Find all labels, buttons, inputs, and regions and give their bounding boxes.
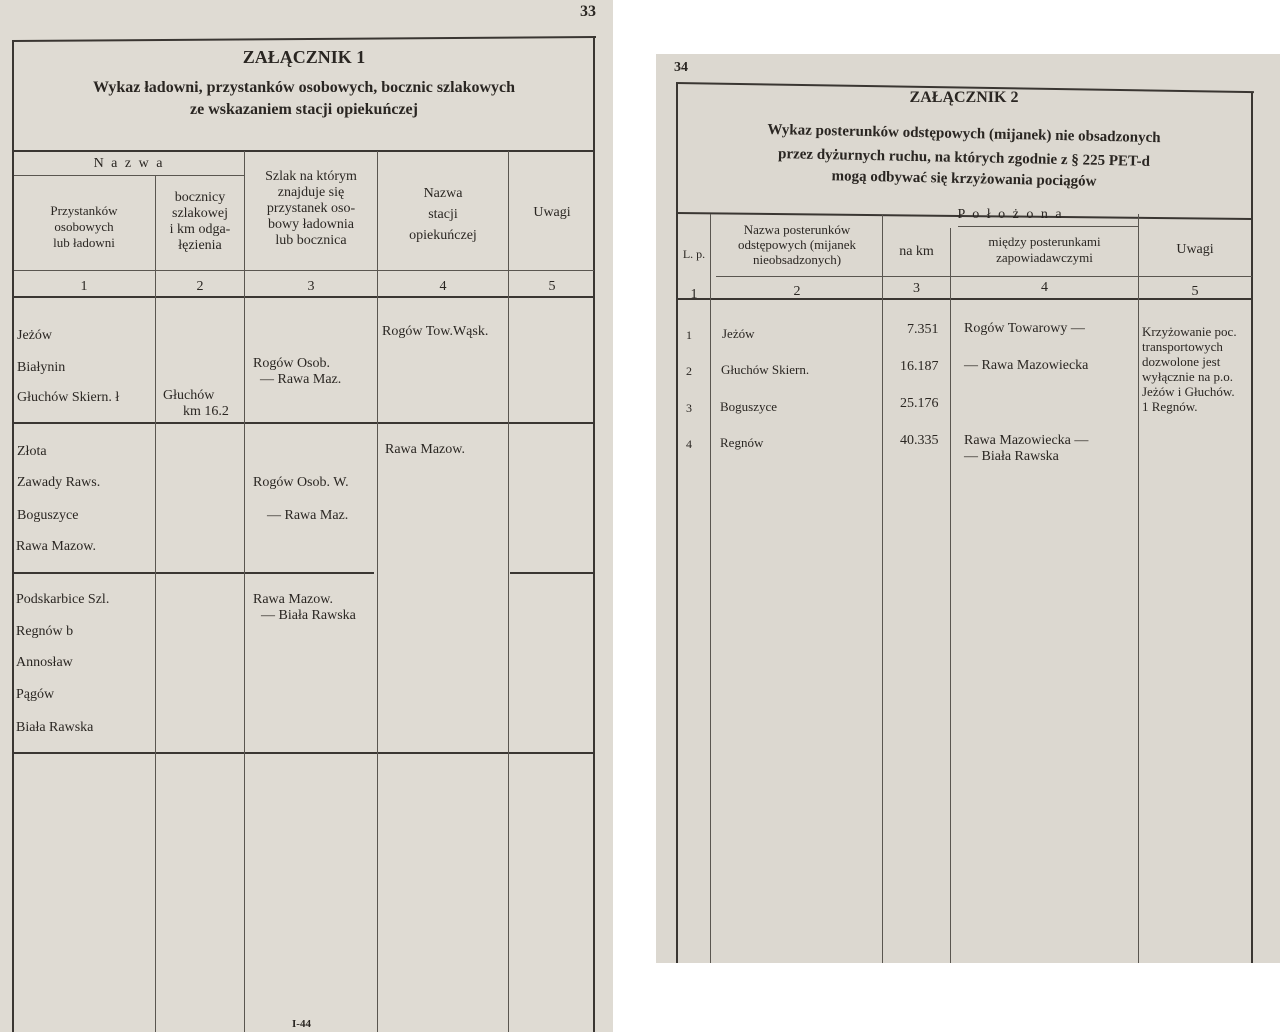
col-divider-4 (1138, 214, 1139, 963)
left-page (0, 0, 613, 1032)
page-subtitle-2: ze wskazaniem stacji opiekuńczej (190, 101, 418, 118)
group1-rule (12, 422, 594, 424)
colnum-5: 5 (1191, 284, 1199, 299)
list-item: Jeżów (17, 328, 52, 343)
group2-rule-right (510, 572, 594, 574)
header-rule (14, 270, 594, 271)
group2-rule-left (12, 572, 374, 574)
col-divider-1 (155, 176, 156, 1032)
route-line1: Rawa Mazow. (253, 592, 333, 607)
route-line2: — Biała Rawska (261, 608, 356, 623)
page-subtitle-1: Wykaz posterunków odstępowych (mijanek) nie obsadzonych (767, 121, 1161, 147)
colnum-1: 1 (80, 279, 88, 294)
page-subtitle-1: Wykaz ładowni, przystanków osobowych, bocznic szlakowych (92, 79, 516, 96)
list-item: Pągów (16, 687, 55, 702)
page-number: 33 (580, 3, 596, 20)
frame-left (676, 83, 678, 963)
station-name: Rogów Tow.Wąsk. (382, 324, 489, 339)
colnum-4: 4 (439, 279, 447, 294)
page-footer: I-44 (292, 1018, 311, 1030)
remarks: Krzyżowanie poc. transportowych dozwolone jest wyłącznie na p.o. Jeżów i Głuchów. 1 Regnów. (1142, 324, 1237, 414)
siding-name: Głuchów (163, 388, 215, 403)
header-col3: na km (899, 244, 934, 259)
col-divider-2 (882, 214, 883, 963)
header-lp: L. p. (682, 247, 706, 261)
header-col2: bocznicy szlakowej i km odga- łęzienia (169, 190, 231, 253)
header-rule (716, 276, 1252, 277)
polozona-rule (958, 226, 1138, 227)
colnum-3: 3 (913, 281, 920, 296)
page-title: ZAŁĄCZNIK 2 (909, 89, 1019, 106)
col-divider-3 (950, 228, 951, 963)
frame-top (12, 36, 596, 42)
header-col3: Szlak na którym znajduje się przystanek oso- bowy ładownia lub bocznica (265, 169, 357, 248)
route-line2: — Rawa Maz. (260, 372, 342, 387)
list-item: Biała Rawska (16, 720, 94, 735)
header-col5: Uwagi (533, 205, 571, 220)
group3-rule (12, 752, 594, 754)
route-line1: Rogów Osob. (253, 356, 331, 371)
frame-left (12, 42, 14, 1032)
nazwa-rule (14, 175, 244, 176)
col-divider-1 (710, 214, 711, 963)
station-name: Rawa Mazow. (385, 442, 465, 457)
header-nazwa: N a z w a (93, 156, 165, 171)
right-page: 34 ZAŁĄCZNIK 2 Wykaz posterunków odstępowych (mijanek) nie obsadzonych przez dyżurnych ruchu, na których zgodnie z § 225 PET-d mogą odbywać się krzyżowania pociągów L. p. Nazwa posterunków odstępowych (mijanek nieobsadzonych) P o ł o ż o n a na km między posterunkami zapowiadawczymi Uwagi 1 2 3 4 5 1 Jeżów 7.351 Rogów Towarowy — 2 Głuchów Skiern. 16.187 — Rawa Mazowiecka 3 Boguszyce 25.176 4 Regnów 40.335 Rawa Mazowiecka — — Biała Rawska Krzyżowanie poc. transportowych dozwolone jest wyłącznie na p.o. Jeżów i Głuchów. 1 Regnów. (656, 54, 1280, 963)
list-item: Regnów b (16, 624, 74, 639)
header-col4: Nazwa stacji opiekuńczej (409, 186, 477, 243)
page-subtitle-3: mogą odbywać się krzyżowania pociągów (831, 168, 1097, 190)
colnum-2: 2 (793, 284, 801, 299)
route-line2: — Rawa Maz. (267, 508, 349, 523)
frame-right (1251, 92, 1253, 963)
list-item: Annosław (16, 655, 73, 670)
list-item: Złota (17, 444, 47, 459)
header-col1: Przystanków osobowych lub ładowni (50, 203, 118, 250)
page-subtitle-2: przez dyżurnych ruchu, na których zgodnie z § 225 PET-d (777, 146, 1151, 170)
colnum-5: 5 (548, 279, 556, 294)
frame-right (593, 36, 595, 1032)
list-item: Rawa Mazow. (16, 539, 96, 554)
list-item: Podskarbice Szl. (16, 592, 110, 607)
page-title: ZAŁĄCZNIK 1 (242, 47, 366, 67)
colnum-rule (12, 296, 594, 298)
list-item: Białynin (17, 360, 66, 375)
colnum-3: 3 (307, 279, 315, 294)
list-item: Głuchów Skiern. ł (17, 390, 120, 405)
table-top-rule (12, 150, 594, 152)
colnum-1: 1 (690, 287, 698, 302)
list-item: Zawady Raws. (17, 475, 101, 490)
header-col2: Nazwa posterunków odstępowych (mijanek nieobsadzonych) (737, 222, 857, 267)
header-col5: Uwagi (1176, 242, 1214, 257)
page-number: 34 (674, 60, 688, 75)
header-polozona: P o ł o ż o n a (957, 207, 1064, 222)
header-col4: między posterunkami zapowiadawczymi (988, 234, 1101, 265)
colnum-4: 4 (1041, 280, 1048, 295)
colnum-2: 2 (196, 279, 204, 294)
route-line1: Rogów Osob. W. (253, 475, 349, 490)
siding-km: km 16.2 (183, 404, 229, 419)
list-item: Boguszyce (17, 508, 79, 523)
